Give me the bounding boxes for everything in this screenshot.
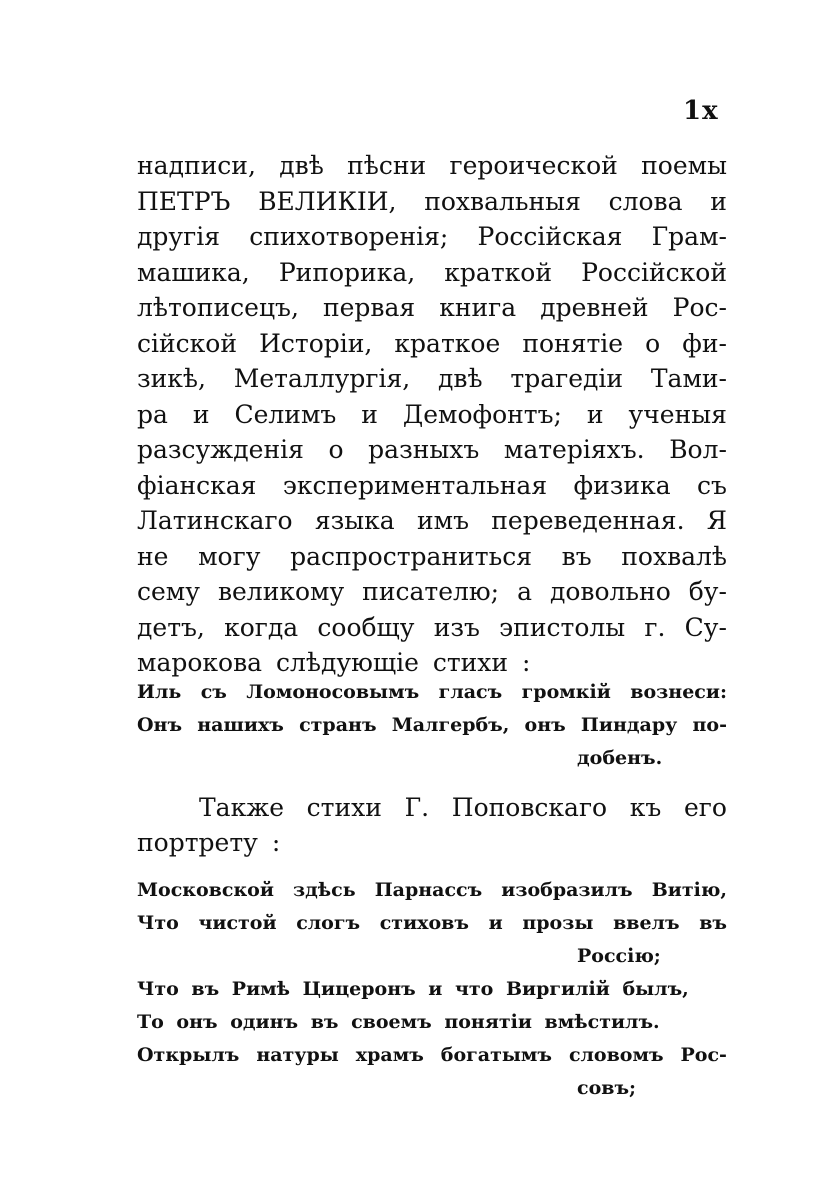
verse-line: Что въ Римѣ Цицеронъ и что Виргилій былъ, bbox=[137, 978, 689, 1000]
paragraph-line: марокова слѣдующіе стихи : bbox=[137, 648, 531, 677]
intro-paragraph bbox=[137, 790, 727, 860]
verse-line: Что чистой слогъ стиховъ и прозы ввелъ въ bbox=[137, 912, 727, 934]
intro-line: портрету : bbox=[137, 828, 281, 857]
paragraph-line: разсужденія о разныхъ матеріяхъ. Вол- bbox=[137, 435, 727, 464]
verse-line: Онъ нашихъ странъ Малгербъ, онъ Пиндару по- bbox=[137, 714, 727, 736]
paragraph-line: лѣтописецъ, первая книга древней Рос- bbox=[137, 293, 727, 322]
paragraph-line: ра и Селимъ и Демофонтъ; и ученыя bbox=[137, 399, 727, 429]
paragraph-line: сему великому писателю; а довольно бу- bbox=[137, 577, 727, 606]
page-number: 1x bbox=[683, 96, 719, 126]
paragraph-line: фіанская экспериментальная физика съ bbox=[137, 470, 727, 500]
paragraph-line: ПЕТРЪ ВЕЛИКІИ, похвальныя слова и bbox=[137, 186, 727, 216]
verse-line-continuation: Россію; bbox=[577, 945, 661, 967]
paragraph-line: машика, Рипорика, краткой Россійской bbox=[137, 257, 727, 287]
verse-line: Открылъ натуры храмъ богатымъ словомъ Рос- bbox=[137, 1044, 727, 1066]
paragraph-line: Латинскаго языка имъ переведенная. Я bbox=[137, 506, 727, 535]
paragraph-line: детъ, когда сообщу изъ эпистолы г. Су- bbox=[137, 612, 727, 642]
verse-popovsky bbox=[137, 874, 727, 1105]
intro-line: Также стихи Г. Поповскаго къ его bbox=[199, 793, 727, 822]
paragraph-line: не могу распространиться въ похвалѣ bbox=[137, 541, 727, 571]
paragraph-line: сійской Исторіи, краткое понятіе о фи- bbox=[137, 328, 727, 358]
main-paragraph bbox=[137, 148, 727, 681]
verse-line-continuation: совъ; bbox=[577, 1077, 637, 1099]
verse-sumarokov bbox=[137, 676, 727, 775]
verse-line: Иль съ Ломоносовымъ гласъ громкій вознеси: bbox=[137, 681, 727, 703]
verse-line: Московской здѣсь Парнассъ изобразилъ Витію, bbox=[137, 879, 727, 901]
paragraph-line: другія спихотворенія; Россійская Грам- bbox=[137, 222, 727, 251]
paragraph-line: надписи, двѣ пѣсни героической поемы bbox=[137, 151, 727, 180]
verse-line-continuation: добенъ. bbox=[577, 747, 663, 769]
paragraph-line: зикѣ, Металлургія, двѣ трагедіи Тами- bbox=[137, 364, 727, 393]
verse-line: То онъ одинъ въ своемъ понятіи вмѣстилъ. bbox=[137, 1011, 660, 1033]
